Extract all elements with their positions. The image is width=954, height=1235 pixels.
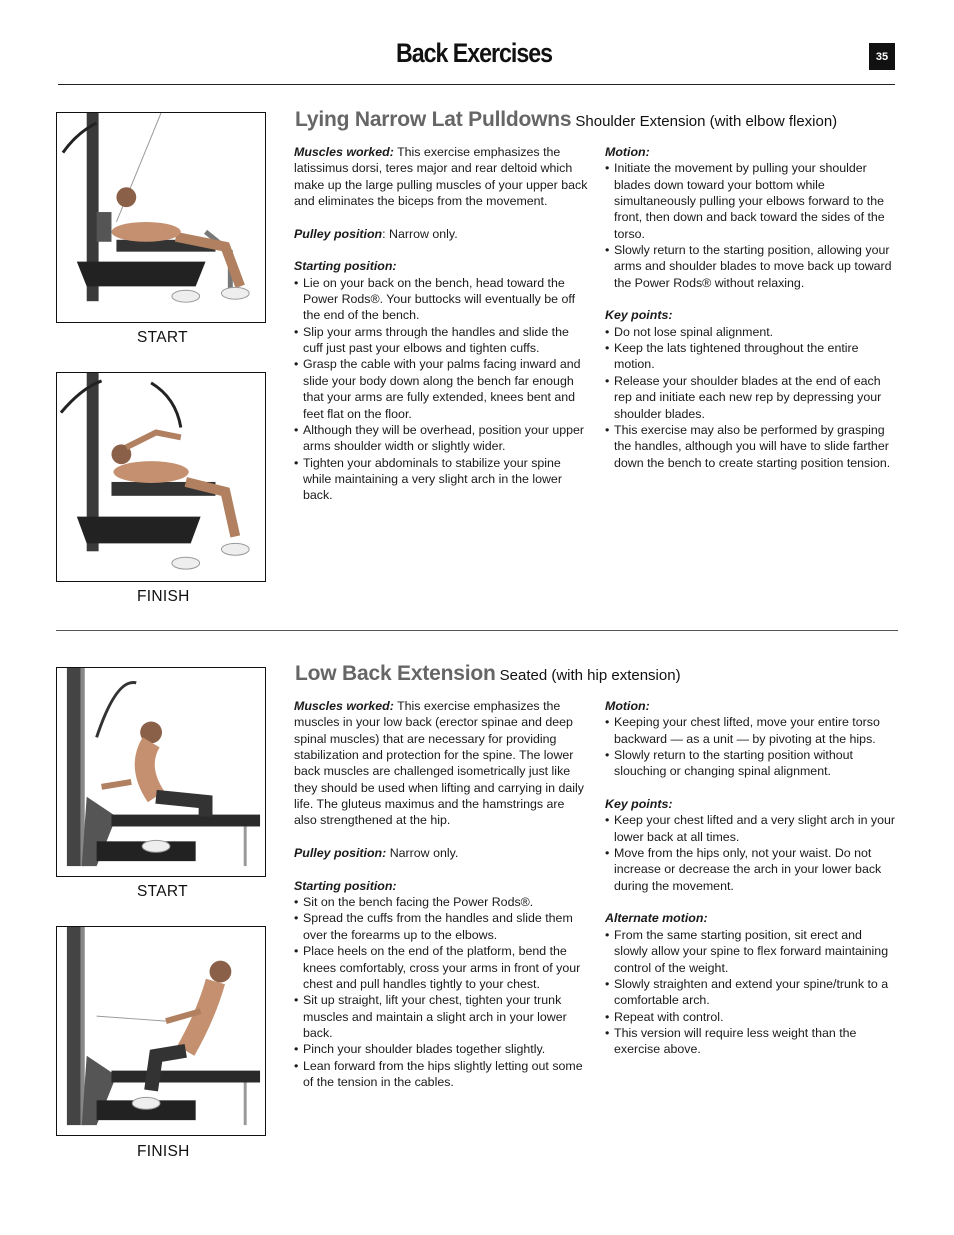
list-item: • Sit on the bench facing the Power Rods®. bbox=[294, 894, 590, 910]
starting-position-list bbox=[294, 275, 590, 504]
pulley-position-text: Narrow only. bbox=[386, 846, 459, 861]
list-item: • Move from the hips only, not your waist. Do not increase or decrease the arch in your lower back during the movement. bbox=[605, 845, 897, 894]
pulley-position-text: : Narrow only. bbox=[382, 226, 458, 241]
motion-label: Motion: bbox=[605, 145, 650, 159]
alternate-motion-list bbox=[605, 927, 897, 1058]
page-title: Back Exercises bbox=[396, 38, 552, 68]
list-item: • This version will require less weight than the exercise above. bbox=[605, 1025, 897, 1058]
list-item: • Keeping your chest lifted, move your entire torso backward — as a unit — by pivoting at the hips. bbox=[605, 714, 897, 747]
section-subtitle: Shoulder Extension (with elbow flexion) bbox=[575, 113, 838, 130]
lat-pulldowns-right-column bbox=[605, 144, 897, 487]
section-title: Lying Narrow Lat Pulldowns bbox=[295, 108, 572, 131]
list-item: • Slowly return to the starting position, allowing your arms and shoulder blades to move back up toward the Power Rods® without relaxing. bbox=[605, 242, 897, 291]
list-item: • Lie on your back on the bench, head toward the Power Rods®. Your buttocks will eventually be off the end of the bench. bbox=[294, 275, 590, 324]
pulley-position-label: Pulley position bbox=[294, 226, 383, 241]
pulley-position-label: Pulley position: bbox=[294, 846, 387, 861]
list-item: • Keep your chest lifted and a very slight arch in your lower back at all times. bbox=[605, 812, 897, 845]
muscles-worked-text: This exercise emphasizes the latissimus dorsi, teres major and rear deltoid which make up the large pulling muscles of your upper back and eliminates the biceps from the movement. bbox=[294, 145, 588, 209]
lat-pulldown-finish-photo bbox=[56, 372, 266, 582]
list-item: • Tighten your abdominals to stabilize your spine while maintaining a very slight arch in the lower back. bbox=[294, 455, 590, 504]
list-item: • Initiate the movement by pulling your shoulder blades down toward your bottom while simultaneously pulling your elbows forward to the front, then down and back toward the sides of the torso. bbox=[605, 160, 897, 242]
key-points-list bbox=[605, 812, 897, 894]
low-back-start-photo bbox=[56, 667, 266, 877]
alternate-motion-label: Alternate motion: bbox=[605, 911, 708, 926]
low-back-left-column bbox=[294, 698, 590, 1107]
key-points-list bbox=[605, 324, 897, 471]
list-item: • Lean forward from the hips slightly letting out some of the tension in the cables. bbox=[294, 1058, 590, 1091]
header-rule bbox=[58, 84, 895, 85]
list-item: • From the same starting position, sit erect and slowly allow your spine to flex forward maintaining control of the weight. bbox=[605, 927, 897, 976]
page-number: 35 bbox=[869, 43, 895, 70]
section-heading-lat-pulldowns bbox=[295, 108, 837, 132]
muscles-worked-paragraph bbox=[294, 144, 590, 209]
key-points-label: Key points: bbox=[605, 308, 673, 323]
low-back-right-column bbox=[605, 698, 897, 1074]
list-item: • Keep the lats tightened throughout the entire motion. bbox=[605, 340, 897, 373]
starting-position-label: Starting position: bbox=[294, 259, 397, 274]
list-item: • Release your shoulder blades at the end of each rep and initiate each new rep by depressing your shoulder blades. bbox=[605, 373, 897, 422]
section-divider bbox=[56, 630, 898, 631]
muscles-worked-label: Muscles worked: bbox=[294, 699, 394, 713]
low-back-finish-photo bbox=[56, 926, 266, 1136]
lat-pulldown-start-photo bbox=[56, 112, 266, 323]
section-heading-low-back-extension bbox=[295, 662, 681, 686]
photo-caption-finish: FINISH bbox=[137, 1143, 190, 1160]
list-item: • Do not lose spinal alignment. bbox=[605, 324, 897, 340]
motion-list bbox=[605, 714, 897, 779]
key-points-label: Key points: bbox=[605, 797, 673, 812]
motion-label: Motion: bbox=[605, 699, 650, 713]
list-item: • Pinch your shoulder blades together slightly. bbox=[294, 1041, 590, 1057]
section-title: Low Back Extension bbox=[295, 662, 496, 685]
list-item: • This exercise may also be performed by grasping the handles, although you will have to slide farther down the bench to create starting position tension. bbox=[605, 422, 897, 471]
starting-position-list bbox=[294, 894, 590, 1090]
pulley-position-paragraph bbox=[294, 845, 590, 861]
photo-caption-start: START bbox=[137, 329, 188, 346]
list-item: • Repeat with control. bbox=[605, 1009, 897, 1025]
lat-pulldowns-left-column bbox=[294, 144, 590, 520]
list-item: • Grasp the cable with your palms facing inward and slide your body down along the bench far enough that your arms are fully extended, knees bent and feet flat on the floor. bbox=[294, 356, 590, 421]
section-subtitle: Seated (with hip extension) bbox=[499, 667, 681, 684]
muscles-worked-text: This exercise emphasizes the muscles in your low back (erector spinae and deep spinal muscles) that are necessary for providing stabilization and protection for the spine. The lower back muscles are challenged isometrically just like they should be used when lifting and carrying in daily life. The gluteus maximus and the hamstrings are also strengthened at the hip. bbox=[294, 699, 584, 828]
muscles-worked-label: Muscles worked: bbox=[294, 145, 394, 159]
list-item: • Place heels on the end of the platform, bend the knees comfortably, cross your arms in front of your chest and pull handles tightly to your chest. bbox=[294, 943, 590, 992]
photo-caption-finish: FINISH bbox=[137, 588, 190, 605]
list-item: • Slowly return to the starting position without slouching or changing spinal alignment. bbox=[605, 747, 897, 780]
list-item: • Sit up straight, lift your chest, tighten your trunk muscles and maintain a slight arch in your lower back. bbox=[294, 992, 590, 1041]
list-item: • Although they will be overhead, position your upper arms shoulder width or slightly wider. bbox=[294, 422, 590, 455]
list-item: • Slowly straighten and extend your spine/trunk to a comfortable arch. bbox=[605, 976, 897, 1009]
starting-position-label: Starting position: bbox=[294, 878, 397, 893]
list-item: • Slip your arms through the handles and slide the cuff just past your elbows and tighten cuffs. bbox=[294, 324, 590, 357]
motion-list bbox=[605, 160, 897, 291]
muscles-worked-paragraph bbox=[294, 698, 590, 829]
photo-caption-start: START bbox=[137, 883, 188, 900]
list-item: • Spread the cuffs from the handles and slide them over the forearms up to the elbows. bbox=[294, 910, 590, 943]
pulley-position-paragraph bbox=[294, 226, 590, 242]
